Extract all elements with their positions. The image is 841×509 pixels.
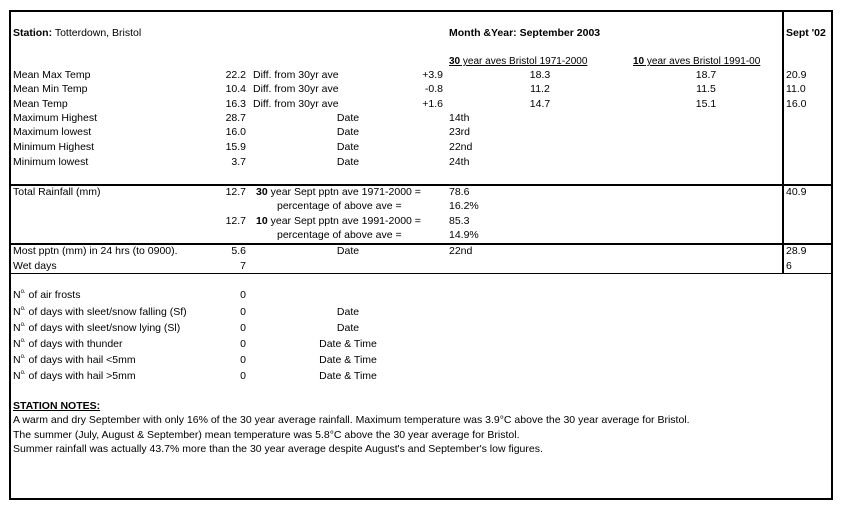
count-date-label: Date & Time bbox=[319, 338, 377, 350]
rainfall-value-2: 12.7 bbox=[225, 215, 246, 227]
diff-label: Diff. from 30yr ave bbox=[253, 69, 339, 81]
extreme-value: 3.7 bbox=[231, 156, 246, 168]
pct-10yr-value: 14.9% bbox=[449, 229, 479, 241]
count-date-label: Date & Time bbox=[319, 370, 377, 382]
date-label: Date bbox=[336, 141, 360, 153]
station-line bbox=[13, 27, 141, 40]
extreme-date: 22nd bbox=[449, 141, 473, 153]
ave30-header bbox=[449, 55, 587, 68]
date-label: Date bbox=[336, 156, 360, 168]
sept02-column-divider bbox=[782, 10, 784, 273]
ave10-header-text: year aves Bristol 1991-00 bbox=[644, 56, 761, 67]
extreme-label: Maximum Highest bbox=[13, 112, 98, 124]
count-sup: o. bbox=[20, 289, 26, 295]
count-text: of days with sleet/snow lying (Sl) bbox=[25, 322, 181, 334]
divider-rainfall-top bbox=[9, 184, 833, 186]
count-sup: o. bbox=[20, 338, 26, 344]
count-prefix: N bbox=[13, 289, 21, 301]
extreme-date: 24th bbox=[449, 156, 470, 168]
ave30-header-text: year aves Bristol 1971-2000 bbox=[460, 56, 588, 67]
count-label bbox=[13, 338, 123, 351]
count-text: of days with thunder bbox=[25, 338, 123, 350]
pct-30yr-value: 16.2% bbox=[449, 200, 479, 212]
wet-days-sept02: 6 bbox=[786, 260, 792, 272]
diff-label: Diff. from 30yr ave bbox=[253, 83, 339, 95]
count-sup: o. bbox=[20, 322, 26, 328]
most-pptn-date-label: Date bbox=[336, 245, 360, 257]
count-date-label: Date bbox=[336, 322, 360, 334]
count-text: of days with hail >5mm bbox=[25, 370, 136, 382]
rainfall-30yr-value: 78.6 bbox=[449, 186, 470, 198]
station-note-line: Summer rainfall was actually 43.7% more than the 30 year average despite August's and September's low figures. bbox=[13, 443, 543, 455]
temp-value: 10.4 bbox=[225, 83, 246, 95]
rainfall-30yr-num: 30 bbox=[256, 186, 268, 198]
most-pptn-value: 5.6 bbox=[231, 245, 246, 257]
count-text: of air frosts bbox=[25, 289, 81, 301]
count-text: of days with sleet/snow falling (Sf) bbox=[25, 306, 187, 318]
pct-10yr-label: percentage of above ave = bbox=[277, 229, 402, 241]
ave10-header-num: 10 bbox=[633, 56, 645, 67]
station-label: Station: bbox=[13, 27, 53, 39]
count-sup: o. bbox=[20, 370, 26, 376]
extreme-value: 28.7 bbox=[225, 112, 246, 124]
count-sup: o. bbox=[20, 306, 26, 312]
rainfall-30yr-text: year Sept pptn ave 1971-2000 = bbox=[267, 186, 421, 198]
extreme-label: Minimum Highest bbox=[13, 141, 95, 153]
rainfall-label: Total Rainfall (mm) bbox=[13, 186, 101, 198]
extreme-label: Maximum lowest bbox=[13, 126, 92, 138]
date-label: Date bbox=[336, 126, 360, 138]
ave10-value: 15.1 bbox=[695, 98, 717, 110]
date-label: Date bbox=[336, 112, 360, 124]
count-label bbox=[13, 322, 180, 335]
month-year: Month &Year: September 2003 bbox=[449, 27, 601, 39]
count-value: 0 bbox=[240, 306, 246, 318]
extreme-date: 23rd bbox=[449, 126, 471, 138]
divider-counts-top bbox=[9, 273, 833, 274]
count-label bbox=[13, 370, 136, 383]
temp-value: 22.2 bbox=[225, 69, 246, 81]
temp-label: Mean Max Temp bbox=[13, 69, 91, 81]
count-prefix: N bbox=[13, 306, 21, 318]
count-prefix: N bbox=[13, 322, 21, 334]
ave10-value: 11.5 bbox=[696, 83, 716, 95]
count-text: of days with hail <5mm bbox=[25, 354, 136, 366]
sept02-header: Sept '02 bbox=[786, 27, 826, 39]
ave30-value: 11.2 bbox=[530, 83, 550, 95]
station-value: Totterdown, Bristol bbox=[54, 27, 142, 39]
count-label bbox=[13, 306, 187, 319]
count-value: 0 bbox=[240, 338, 246, 350]
ave30-header-num: 30 bbox=[449, 56, 461, 67]
sept02-value: 20.9 bbox=[786, 69, 807, 81]
count-date-label: Date bbox=[336, 306, 360, 318]
count-value: 0 bbox=[240, 370, 246, 382]
station-note-line: A warm and dry September with only 16% of the 30 year average rainfall. Maximum temperature was 3.9°C above the 30 year average for Bristol. bbox=[13, 414, 690, 426]
most-pptn-sept02: 28.9 bbox=[786, 245, 807, 257]
temp-label: Mean Min Temp bbox=[13, 83, 88, 95]
diff-value: +1.6 bbox=[422, 98, 443, 110]
count-label bbox=[13, 354, 136, 367]
rainfall-10yr-text: year Sept pptn ave 1991-2000 = bbox=[267, 215, 421, 227]
wet-days-value: 7 bbox=[240, 260, 246, 272]
count-date-label: Date & Time bbox=[319, 354, 377, 366]
count-prefix: N bbox=[13, 370, 21, 382]
ave10-header bbox=[633, 55, 760, 68]
count-prefix: N bbox=[13, 338, 21, 350]
count-value: 0 bbox=[240, 322, 246, 334]
rainfall-10yr-line bbox=[256, 215, 421, 228]
rainfall-10yr-num: 10 bbox=[256, 215, 268, 227]
extreme-value: 15.9 bbox=[225, 141, 246, 153]
sept02-value: 11.0 bbox=[786, 83, 806, 95]
diff-label: Diff. from 30yr ave bbox=[253, 98, 339, 110]
sept02-value: 16.0 bbox=[786, 98, 807, 110]
rainfall-value: 12.7 bbox=[225, 186, 246, 198]
rainfall-10yr-value: 85.3 bbox=[449, 215, 470, 227]
wet-days-label: Wet days bbox=[13, 260, 57, 272]
extreme-label: Minimum lowest bbox=[13, 156, 89, 168]
extreme-value: 16.0 bbox=[225, 126, 246, 138]
diff-value: -0.8 bbox=[424, 83, 443, 95]
temp-value: 16.3 bbox=[225, 98, 246, 110]
rainfall-sept02: 40.9 bbox=[786, 186, 807, 198]
temp-label: Mean Temp bbox=[13, 98, 68, 110]
count-label bbox=[13, 289, 80, 302]
pct-30yr-label: percentage of above ave = bbox=[277, 200, 402, 212]
ave30-value: 14.7 bbox=[529, 98, 551, 110]
station-notes-title: STATION NOTES: bbox=[13, 400, 101, 412]
extreme-date: 14th bbox=[449, 112, 470, 124]
count-prefix: N bbox=[13, 354, 21, 366]
ave30-value: 18.3 bbox=[529, 69, 551, 81]
count-value: 0 bbox=[240, 354, 246, 366]
diff-value: +3.9 bbox=[422, 69, 443, 81]
count-sup: o. bbox=[20, 354, 26, 360]
ave10-value: 18.7 bbox=[695, 69, 717, 81]
most-pptn-label: Most pptn (mm) in 24 hrs (to 0900). bbox=[13, 245, 178, 257]
count-value: 0 bbox=[240, 289, 246, 301]
most-pptn-date: 22nd bbox=[449, 245, 473, 257]
station-note-line: The summer (July, August & September) mean temperature was 5.8°C above the 30 year average for Bristol. bbox=[13, 429, 520, 441]
rainfall-30yr-line bbox=[256, 186, 421, 199]
